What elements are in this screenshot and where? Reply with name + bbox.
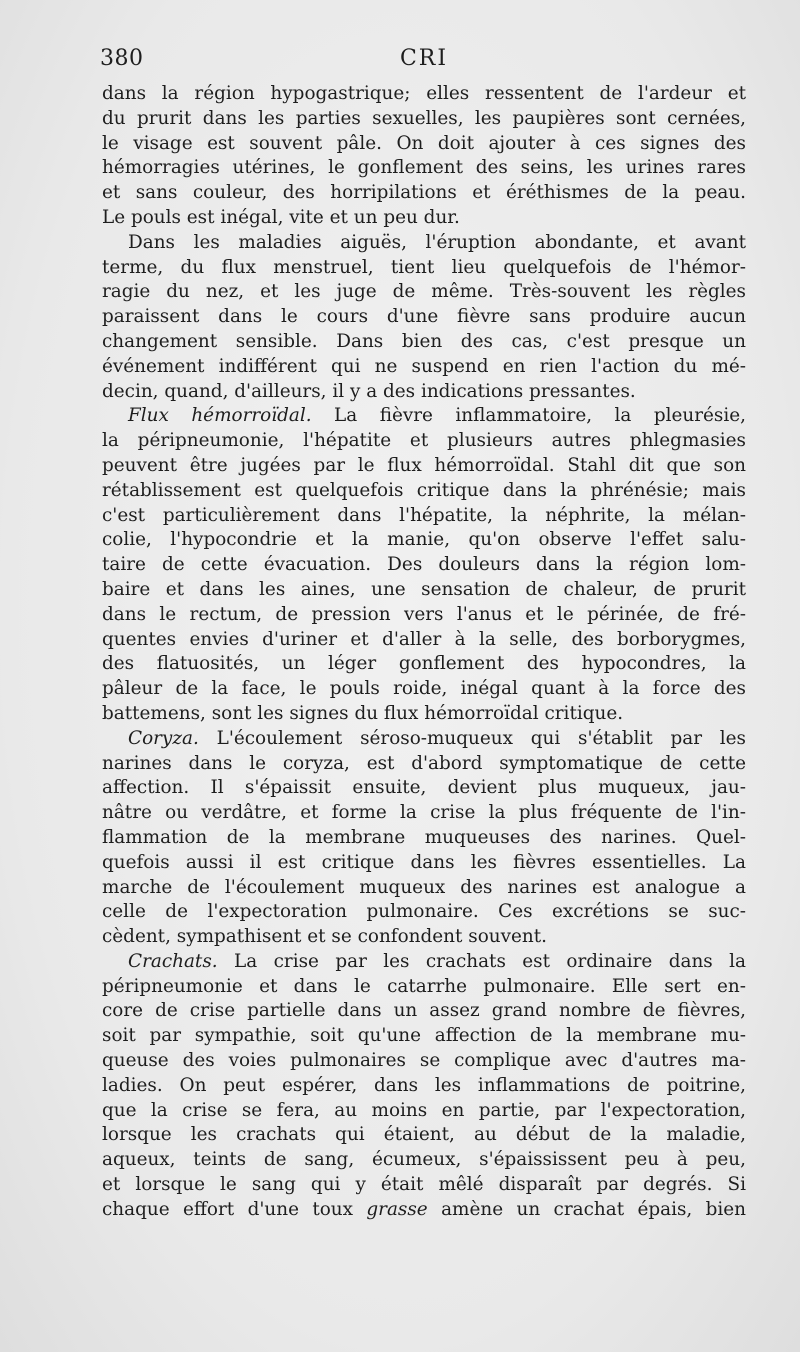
text-line: c'est particulièrement dans l'hépatite, la néphrite, la mélan- [102, 504, 746, 526]
text-line: le visage est souvent pâle. On doit ajouter à ces signes des [102, 132, 746, 154]
text-line: ladies. On peut espérer, dans les inflammations de poitrine, [102, 1074, 746, 1096]
text-line: colie, l'hypocondrie et la manie, qu'on observe l'effet salu- [102, 529, 746, 551]
text-line: aqueux, teints de sang, écumeux, s'épaississent peu à peu, [102, 1149, 746, 1171]
section-heading: Flux hémorroïdal. [128, 405, 312, 427]
text-line: événement indifférent qui ne suspend en rien l'action du mé- [102, 355, 746, 377]
text-line: et lorsque le sang qui y était mêlé disparaît par degrés. Si [102, 1174, 746, 1196]
text-line: soit par sympathie, soit qu'une affection de la membrane mu- [102, 1025, 746, 1047]
text-line: la péripneumonie, l'hépatite et plusieurs autres phlegmasies [102, 430, 746, 452]
text-line: Le pouls est inégal, vite et un peu dur. [102, 206, 460, 228]
paragraph-first-line: Dans les maladies aiguës, l'éruption abondante, et avant [128, 231, 746, 253]
text-line: baire et dans les aines, une sensation de chaleur, de prurit [102, 578, 746, 600]
text-line: La crise par les crachats est ordinaire dans la [217, 950, 746, 972]
text-line: nâtre ou verdâtre, et forme la crise la plus fréquente de l'in- [102, 802, 746, 824]
text-line: quefois aussi il est critique dans les fièvres essentielles. La [102, 851, 746, 873]
text-line: cèdent, sympathisent et se confondent souvent. [102, 926, 547, 948]
section-heading: Crachats. [128, 950, 218, 972]
text-line: hémorragies utérines, le gonflement des seins, les urines rares [102, 157, 746, 179]
text-line: dans le rectum, de pression vers l'anus et le périnée, de fré- [102, 603, 746, 625]
text-line: celle de l'expectoration pulmonaire. Ces excrétions se suc- [102, 901, 746, 923]
text-line: péripneumonie et dans le catarrhe pulmonaire. Elle sert en- [102, 975, 746, 997]
section-first-line [102, 950, 746, 975]
text-line: paraissent dans le cours d'une fièvre sans produire aucun [102, 306, 746, 328]
text-line: core de crise partielle dans un assez grand nombre de fièvres, [102, 1000, 746, 1022]
body-text [102, 82, 746, 1223]
text-line: lorsque les crachats qui étaient, au début de la maladie, [102, 1124, 746, 1146]
page-number: 380 [100, 46, 144, 71]
text-line: terme, du flux menstruel, tient lieu quelquefois de l'hémor- [102, 256, 746, 278]
text-line: L'écoulement séroso-muqueux qui s'établit par les [198, 727, 746, 749]
text-line [102, 1198, 746, 1223]
section-first-line [102, 404, 746, 429]
text-line: dans la région hypogastrique; elles ressentent de l'ardeur et [102, 83, 746, 104]
running-head: CRI [399, 46, 449, 71]
text-line: taire de cette évacuation. Des douleurs dans la région lom- [102, 554, 746, 576]
text-line: quentes envies d'uriner et d'aller à la selle, des borborygmes, [102, 628, 746, 650]
text-line: La fièvre inflammatoire, la pleurésie, [311, 405, 746, 427]
text-line: queuse des voies pulmonaires se complique avec d'autres ma- [102, 1050, 746, 1072]
text-line: flammation de la membrane muqueuses des narines. Quel- [102, 826, 746, 848]
text-line: rétablissement est quelquefois critique dans la phrénésie; mais [102, 479, 746, 501]
text-fragment: amène un crachat épais, bien [427, 1198, 746, 1220]
page-header [100, 46, 748, 80]
emphasized-word: grasse [366, 1198, 428, 1220]
section-first-line [102, 727, 746, 752]
text-line: des flatuosités, un léger gonflement des hypocondres, la [102, 653, 746, 675]
text-line: battemens, sont les signes du flux hémorroïdal critique. [102, 702, 624, 724]
text-line: et sans couleur, des horripilations et éréthismes de la peau. [102, 182, 746, 204]
text-line: decin, quand, d'ailleurs, il y a des indications pressantes. [102, 380, 636, 402]
text-line: du prurit dans les parties sexuelles, les paupières sont cernées, [102, 107, 746, 129]
text-line: narines dans le coryza, est d'abord symptomatique de cette [102, 752, 746, 774]
text-line: peuvent être jugées par le flux hémorroïdal. Stahl dit que son [102, 454, 746, 476]
text-line: ragie du nez, et les juge de même. Très-souvent les règles [102, 281, 746, 303]
text-line: pâleur de la face, le pouls roide, inégal quant à la force des [102, 678, 746, 700]
section-heading: Coryza. [128, 727, 199, 749]
text-line: affection. Il s'épaissit ensuite, devient plus muqueux, jau- [102, 777, 746, 799]
text-line: marche de l'écoulement muqueux des narines est analogue a [102, 876, 746, 898]
text-fragment: chaque effort d'une toux [102, 1198, 367, 1220]
text-line: que la crise se fera, au moins en partie, par l'expectoration, [102, 1099, 746, 1121]
text-line: changement sensible. Dans bien des cas, c'est presque un [102, 330, 746, 352]
